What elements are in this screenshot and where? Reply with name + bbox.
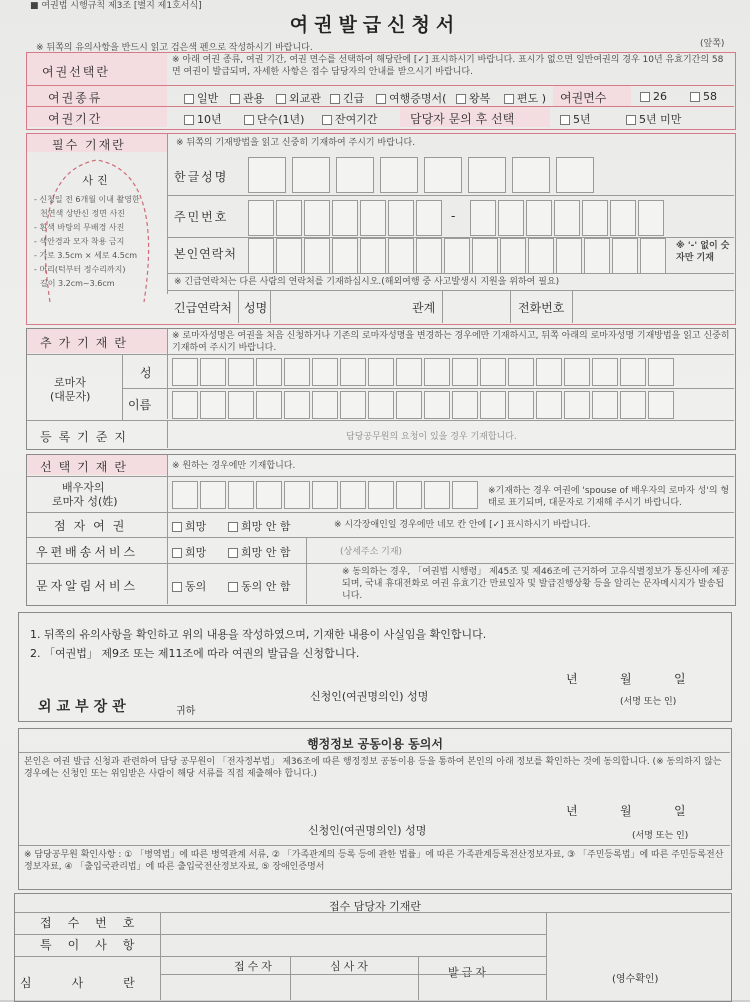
- emergency-name-field[interactable]: [270, 292, 400, 320]
- declaration-month: 월: [620, 672, 632, 686]
- emergency-phone-field[interactable]: [574, 292, 732, 320]
- official-check-items: ※ 담당공무원 확인사항 : ① 「병역법」에 따른 병역관계 서류, ② 「가족관계의 등록 등에 관한 법률」에 따른 가족관계등록전산정보자료, ③ 「주민등록법」에 따른 주민등록전산정보자료, ④ 「출입국관리법」에 따른 출입국전산정보자료, ⑤ 장애인증명서: [24, 850, 724, 872]
- instruction-text: ※ 뒤쪽의 유의사항을 반드시 읽고 검은색 펜으로 작성하시기 바랍니다.: [36, 43, 313, 53]
- given-name-label: 이름: [128, 398, 152, 412]
- register-note: 담당공무원의 요청이 있을 경우 기재합니다.: [346, 432, 517, 442]
- sms-disagree-checkbox[interactable]: 동의 안 함: [228, 578, 291, 594]
- spouse-note: ※기재하는 경우 여권에 'spouse of 배우자의 로마자 성'의 형태로 표기되며, 대문자로 기재해 주시기 바랍니다.: [488, 486, 730, 508]
- period-under-5y-checkbox[interactable]: 5년 미만: [626, 111, 681, 127]
- receipt-number-label: 접수번호: [40, 916, 151, 930]
- declaration-line1: 1. 뒤쪽의 유의사항을 확인하고 위의 내용을 작성하였으며, 기재한 내용이 사실임을 확인합니다.: [30, 628, 487, 641]
- addressee-honorific: 귀하: [176, 706, 196, 717]
- photo-area[interactable]: 사진 - 신청일 전 6개월 이내 촬영한 천연색 상반신 정면 사진 - 흰색 바탕의 무배경 사진 - 색안경과 모자 착용 금지 - 가로 3.5cm × 세로 4.5cm - 머리(턱부터 정수리까지) 길이 3.2cm~3.6cm: [30, 152, 164, 307]
- braille-yes-checkbox[interactable]: 희망: [172, 518, 206, 534]
- declaration-day: 일: [674, 672, 686, 686]
- surname-label: 성: [140, 366, 152, 380]
- selection-label: 여권선택란: [42, 65, 110, 79]
- roman-sub-label: (대문자): [50, 390, 91, 403]
- type-roundtrip-checkbox[interactable]: 왕복: [456, 90, 490, 106]
- period-single-checkbox[interactable]: 단수(1년): [244, 111, 304, 127]
- consent-sign-label: (서명 또는 인): [632, 831, 689, 841]
- required-note: ※ 뒤쪽의 기재방법을 읽고 신중히 기재하여 주시기 바랍니다.: [176, 138, 416, 148]
- receipt-number-field[interactable]: [162, 914, 546, 932]
- type-diplomatic-checkbox[interactable]: 외교관: [276, 90, 321, 106]
- contact-label: 본인연락처: [174, 247, 237, 261]
- consent-applicant-name-field[interactable]: [450, 818, 610, 840]
- consent-year: 년: [566, 804, 578, 818]
- passport-application-form: ■ 여권법 시행규칙 제3조 [별지 제1호서식] 여권발급신청서 (앞쪽) ※ 뒤쪽의 유의사항을 반드시 읽고 검은색 펜으로 작성하시기 바랍니다. 여권선택란 ※ 아래 여권 종류, 여권 기간, 여권 면수를 선택하여 해당란에 [✓] 표시하시기 바랍니다. 표시가 없으면 일반여권의 경우 10년 유효기간의 58면 여권이 발급되며, 자세한 사항은 접수 담당자의 안내를 받으시기 바랍니다. 여권종류 일반 관용 외교관 긴급 여행증명서( 왕복 편도 ) 여권면수 26 58 여권기간 10년 단수(1년) 잔여기간 담당자 문의 후 선택 5년 5년 미만 필수 기재란 ※ 뒤쪽의 기재방법을 읽고 신중히 기재하여 주시기 바랍니다. 사진 - 신청일 전 6개월 이내 촬영한 천연색 상반신 정면 사진 - 흰색 바탕의 무배경 사진 - 색안경과 모자 착용 금지 - 가로 3.5cm × 세로 4.5cm - 머리(턱부터 정수리까지) 길이 3.2cm~3.6cm 한글성명 주민번호 - 본인연락처 ※ '-' 없이 숫자만 기재 ※ 긴급연락처는 다른 사람의 연락처를 기재하십시오.(해외여행 중 사고발생시 지원을 위하여 필요) 긴급연락처 성명 관계 전화번호 추가기재란 ※ 로마자성명은 여권을 처음 신청하거나 기존의 로마자성명을 변경하는 경우에만 기재하시고, 뒤쪽 아래의 로마자성명 기재방법을 읽고 신중히 기재하여 주시기 바랍니다. 로마자 (대문자) 성 이름 등록기준지 담당공무원의 요청이 있을 경우 기재합니다. 선택기재란 ※ 원하는 경우에만 기재합니다. 배우자의 로마자 성(姓) ※기재하는 경우 여권에 'spouse of 배우자의 로마자 성'의 형태로 표기되며, 대문자로 기재해 주시기 바랍니다. 점자여권 희망 희망 안 함 ※ 시각장애인일 경우에만 네모 칸 안에 [✓] 표시하시기 바랍니다. 우편배송서비스 희망 희망 안 함 (상세주소 기재) 문자알림서비스 동의 동의 안 함 ※ 동의하는 경우, 「여권법 시행령」 제45조 및 제46조에 근거하여 고유식별정보가 통신사에 제공되며, 국내 휴대전화로 여권 유효기간 만료일자 및 발급진행상황 등을 알리는 문자메시지가 발송됩니다. 1. 뒤쪽의 유의사항을 확인하고 위의 내용을 작성하였으며, 기재한 내용이 사실임을 확인합니다. 2. 「여권법」 제9조 또는 제11조에 따라 여권의 발급을 신청합니다. 년 월 일 신청인(여권명의인) 성명 (서명 또는 인) 외교부장관 귀하 행정정보 공동이용 동의서 본인은 여권 발급 신청과 관련하여 담당 공무원이 「전자정부법」 제36조에 따른 행정정보 공동이용 등을 통하여 본인의 아래 정보를 확인하는 것에 동의합니다. (※ 동의하지 않는 경우에는 신청인 또는 위임받은 사람이 해당 서류를 직접 제출해야 합니다.) 년 월 일 신청인(여권명의인) 성명 (서명 또는 인) ※ 담당공무원 확인사항 : ① 「병역법」에 따른 병역관계 서류, ② 「가족관계의 등록 등에 관한 법률」에 따른 가족관계등록전산정보자료, ③ 「주민등록법」에 따른 주민등록전산정보자료, ④ 「출입국관리법」에 따른 출입국전산정보자료, ⑤ 장애인증명서 접수 담당자 기재란 접수번호 특이사항 심사란 접수자 심사자 발급자 (영수확인): [0, 0, 750, 1000]
- photo-title: 사진: [82, 174, 112, 187]
- special-notes-field[interactable]: [162, 936, 546, 954]
- emergency-relation-label: 관계: [412, 301, 436, 315]
- fee-receipt-label: (영수확인): [612, 974, 659, 985]
- selection-note: ※ 아래 여권 종류, 여권 기간, 여권 면수를 선택하여 해당란에 [✓] 표시하시기 바랍니다. 표시가 없으면 일반여권의 경우 10년 유효기간의 58면 여권이 발급되며, 자세한 사항은 접수 담당자의 안내를 받으시기 바랍니다.: [172, 55, 724, 77]
- delivery-label: 우편배송서비스: [36, 545, 139, 559]
- pages-26-checkbox[interactable]: 26: [640, 90, 667, 103]
- emergency-contact-label: 긴급연락처: [174, 301, 232, 315]
- required-label: 필수 기재란: [52, 138, 126, 152]
- page-side-label: (앞쪽): [700, 39, 725, 49]
- delivery-yes-checkbox[interactable]: 희망: [172, 544, 206, 560]
- consent-month: 월: [620, 804, 632, 818]
- passport-period-label: 여권기간: [48, 112, 103, 126]
- consent-title: 행정정보 공동이용 동의서: [307, 737, 443, 751]
- declaration-applicant-label: 신청인(여권명의인) 성명: [310, 690, 429, 703]
- receiver-label: 접수자: [234, 960, 275, 973]
- consult-label: 담당자 문의 후 선택: [410, 112, 515, 126]
- consent-text: 본인은 여권 발급 신청과 관련하여 담당 공무원이 「전자정부법」 제36조에 따른 행정정보 공동이용 등을 통하여 본인의 아래 정보를 확인하는 것에 동의합니다. (※ 동의하지 않는 경우에는 신청인 또는 위임받은 사람이 해당 서류를 직접 제출해야 합니다.): [24, 757, 722, 779]
- form-reference: ■ 여권법 시행규칙 제3조 [별지 제1호서식]: [30, 1, 202, 11]
- issuer-label: 발급자: [448, 966, 489, 979]
- emergency-note: ※ 긴급연락처는 다른 사람의 연락처를 기재하십시오.(해외여행 중 사고발생시 지원을 위하여 필요): [174, 277, 560, 287]
- optional-note: ※ 원하는 경우에만 기재합니다.: [172, 461, 296, 471]
- consent-day: 일: [674, 804, 686, 818]
- roman-label: 로마자: [54, 376, 86, 389]
- period-remaining-checkbox[interactable]: 잔여기간: [322, 111, 378, 127]
- spouse-label-line2: 로마자 성(姓): [52, 495, 118, 508]
- type-general-checkbox[interactable]: 일반: [184, 90, 218, 106]
- type-official-checkbox[interactable]: 관용: [230, 90, 264, 106]
- register-label: 등록기준지: [40, 430, 133, 444]
- office-use-title: 접수 담당자 기재란: [328, 900, 421, 913]
- pages-58-checkbox[interactable]: 58: [690, 90, 717, 103]
- delivery-no-checkbox[interactable]: 희망 안 함: [228, 544, 291, 560]
- emergency-phone-label: 전화번호: [518, 301, 565, 315]
- consent-applicant-label: 신청인(여권명의인) 성명: [308, 824, 427, 837]
- additional-note: ※ 로마자성명은 여권을 처음 신청하거나 기존의 로마자성명을 변경하는 경우에만 기재하시고, 뒤쪽 아래의 로마자성명 기재방법을 읽고 신중히 기재하여 주시기 바랍니다.: [172, 331, 730, 353]
- additional-label: 추가기재란: [40, 336, 133, 350]
- review-label: 심사란: [20, 976, 175, 990]
- sms-note: ※ 동의하는 경우, 「여권법 시행령」 제45조 및 제46조에 근거하여 고유식별정보가 통신사에 제공되며, 국내 휴대전화로 여권 유효기간 만료일자 및 발급진행상황 등을 알리는 문자메시지가 발송됩니다.: [342, 567, 730, 601]
- spouse-label-line1: 배우자의: [62, 481, 105, 494]
- form-title: 여권발급신청서: [289, 14, 461, 36]
- sms-agree-checkbox[interactable]: 동의: [172, 578, 206, 594]
- special-notes-label: 특이사항: [40, 938, 151, 952]
- sms-label: 문자알림서비스: [36, 579, 139, 593]
- emergency-name-label: 성명: [244, 301, 268, 315]
- braille-label: 점자여권: [54, 519, 133, 533]
- period-5y-checkbox[interactable]: 5년: [560, 111, 591, 127]
- declaration-sign-label: (서명 또는 인): [620, 697, 677, 707]
- braille-note: ※ 시각장애인일 경우에만 네모 칸 안에 [✓] 표시하시기 바랍니다.: [334, 520, 591, 530]
- reviewer-label: 심사자: [330, 960, 371, 973]
- delivery-note: (상세주소 기재): [340, 547, 403, 557]
- declaration-line2: 2. 「여권법」 제9조 또는 제11조에 따라 여권의 발급을 신청합니다.: [30, 647, 360, 660]
- declaration-year: 년: [566, 672, 578, 686]
- korean-name-label: 한글성명: [174, 170, 229, 184]
- optional-label: 선택기재란: [40, 460, 133, 474]
- resident-number-label: 주민번호: [174, 210, 229, 224]
- type-oneway-checkbox[interactable]: 편도 ): [504, 90, 546, 106]
- passport-type-label: 여권종류: [48, 91, 103, 105]
- declaration-applicant-name-field[interactable]: [450, 684, 610, 706]
- type-travel-certificate-checkbox[interactable]: 여행증명서(: [376, 90, 446, 106]
- addressee: 외교부장관: [38, 699, 131, 715]
- braille-no-checkbox[interactable]: 희망 안 함: [228, 518, 291, 534]
- period-10y-checkbox[interactable]: 10년: [184, 111, 222, 127]
- contact-note: ※ '-' 없이 숫자만 기재: [676, 241, 730, 263]
- type-emergency-checkbox[interactable]: 긴급: [330, 90, 364, 106]
- passport-pages-label: 여권면수: [560, 91, 607, 105]
- emergency-relation-field[interactable]: [444, 292, 508, 320]
